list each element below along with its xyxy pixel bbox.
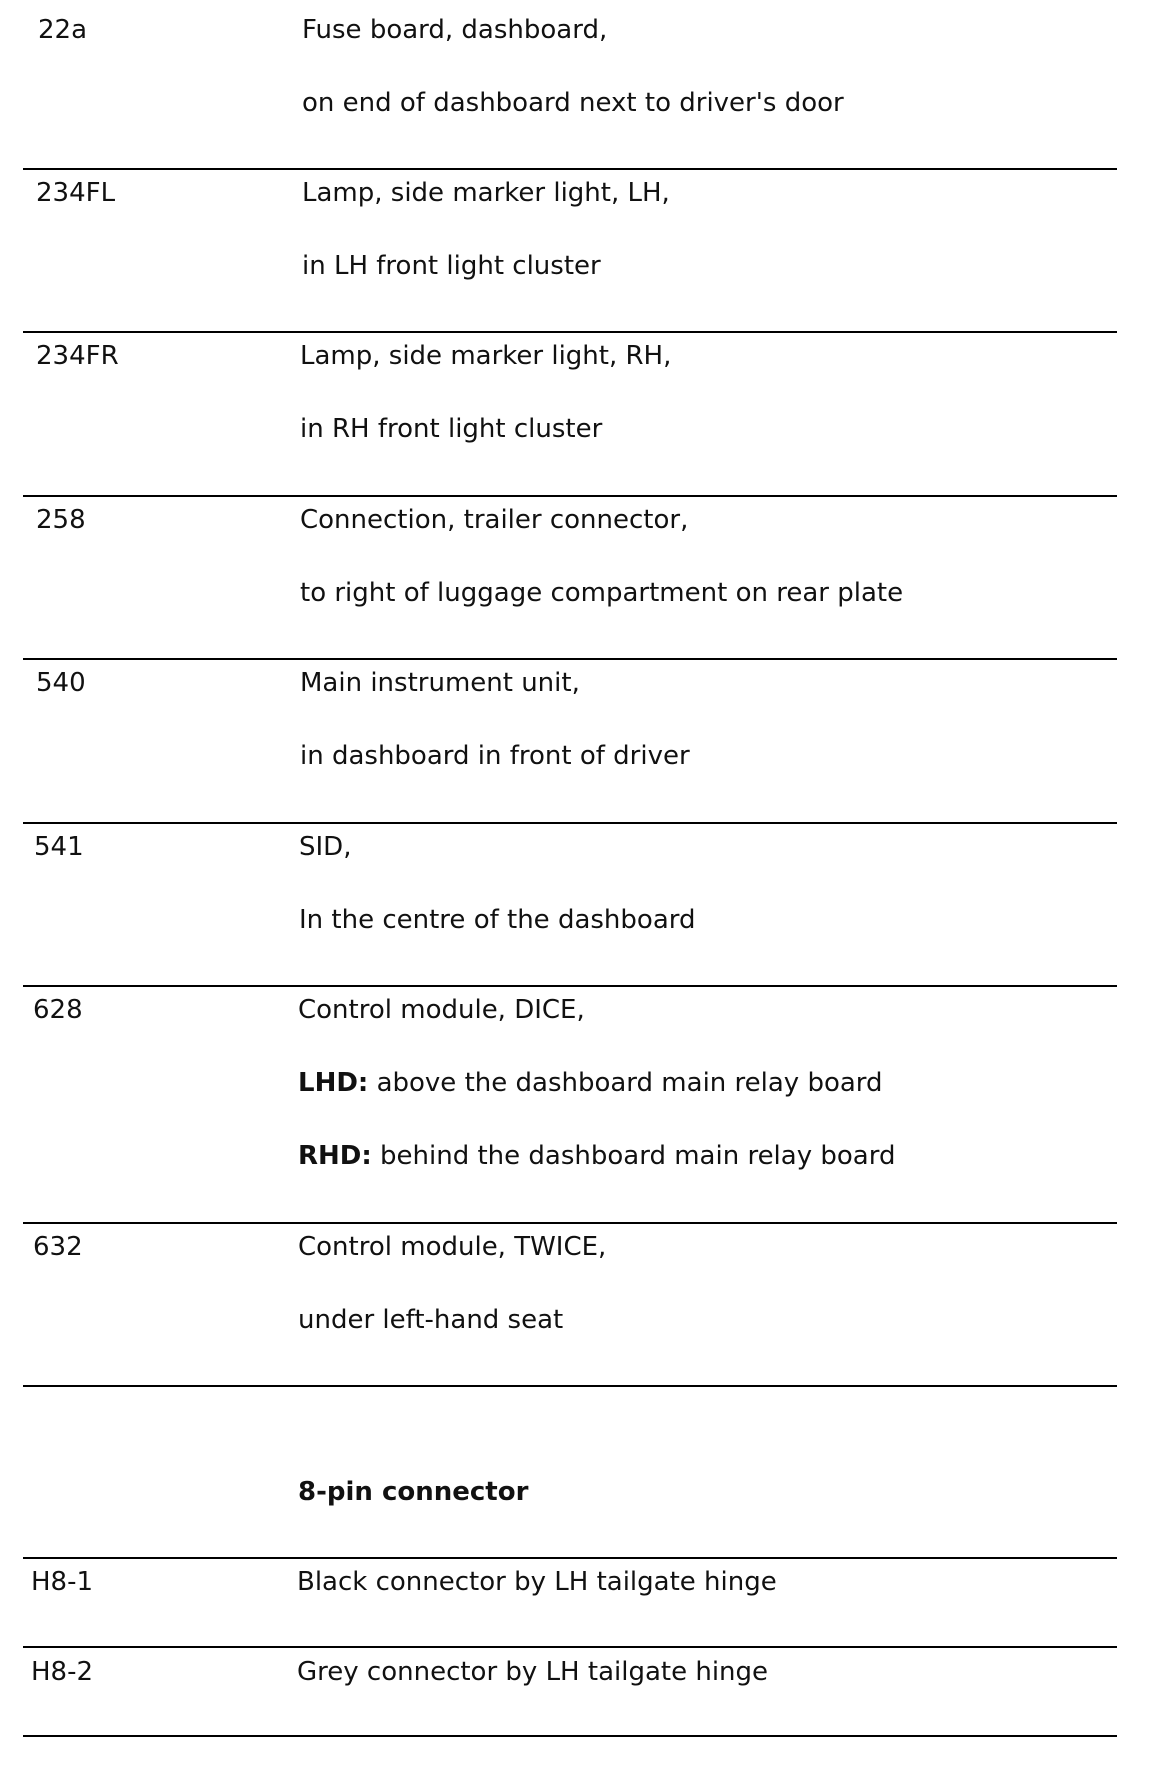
divider <box>23 1735 1117 1737</box>
connector-text: Grey connector by LH tailgate hinge <box>297 1657 769 1687</box>
connector-text: Black connector by LH tailgate hinge <box>297 1567 777 1597</box>
divider <box>23 1222 1117 1224</box>
divider <box>23 1557 1117 1559</box>
divider <box>23 168 1117 170</box>
entry-code: 258 <box>36 505 86 535</box>
entry-line: in LH front light cluster <box>302 251 601 281</box>
entry-line: under left-hand seat <box>298 1305 564 1335</box>
rhd-label: RHD: <box>298 1141 372 1171</box>
lhd-label: LHD: <box>298 1068 369 1098</box>
divider <box>23 495 1117 497</box>
entry-line: in dashboard in front of driver <box>300 741 690 771</box>
divider <box>23 985 1117 987</box>
section-heading: 8-pin connector <box>298 1477 529 1507</box>
entry-line: in RH front light cluster <box>300 414 603 444</box>
entry-code: 22a <box>38 15 88 45</box>
entry-code: 540 <box>36 668 86 698</box>
lhd-text: above the dashboard main relay board <box>368 1068 883 1098</box>
entry-code: 628 <box>33 995 83 1025</box>
entry-line: Lamp, side marker light, RH, <box>300 341 672 371</box>
entry-line-lhd <box>298 1068 883 1098</box>
divider <box>23 331 1117 333</box>
connector-code: H8-1 <box>31 1567 94 1597</box>
entry-line: Main instrument unit, <box>300 668 580 698</box>
entry-line: on end of dashboard next to driver's door <box>302 88 844 118</box>
entry-line: Control module, TWICE, <box>298 1232 607 1262</box>
connector-code: H8-2 <box>31 1657 94 1687</box>
divider <box>23 822 1117 824</box>
entry-code: 234FR <box>36 341 119 371</box>
entry-line: Lamp, side marker light, LH, <box>302 178 670 208</box>
divider <box>23 1646 1117 1648</box>
entry-code: 632 <box>33 1232 83 1262</box>
entry-line-rhd <box>298 1141 895 1171</box>
entry-code: 234FL <box>36 178 116 208</box>
entry-line: In the centre of the dashboard <box>299 905 696 935</box>
entry-line: to right of luggage compartment on rear plate <box>300 578 904 608</box>
entry-code: 541 <box>34 832 84 862</box>
divider <box>23 1385 1117 1387</box>
entry-line: Connection, trailer connector, <box>300 505 689 535</box>
entry-line: Fuse board, dashboard, <box>302 15 608 45</box>
entry-line: Control module, DICE, <box>298 995 585 1025</box>
divider <box>23 658 1117 660</box>
rhd-text: behind the dashboard main relay board <box>371 1141 896 1171</box>
entry-line: SID, <box>299 832 352 862</box>
